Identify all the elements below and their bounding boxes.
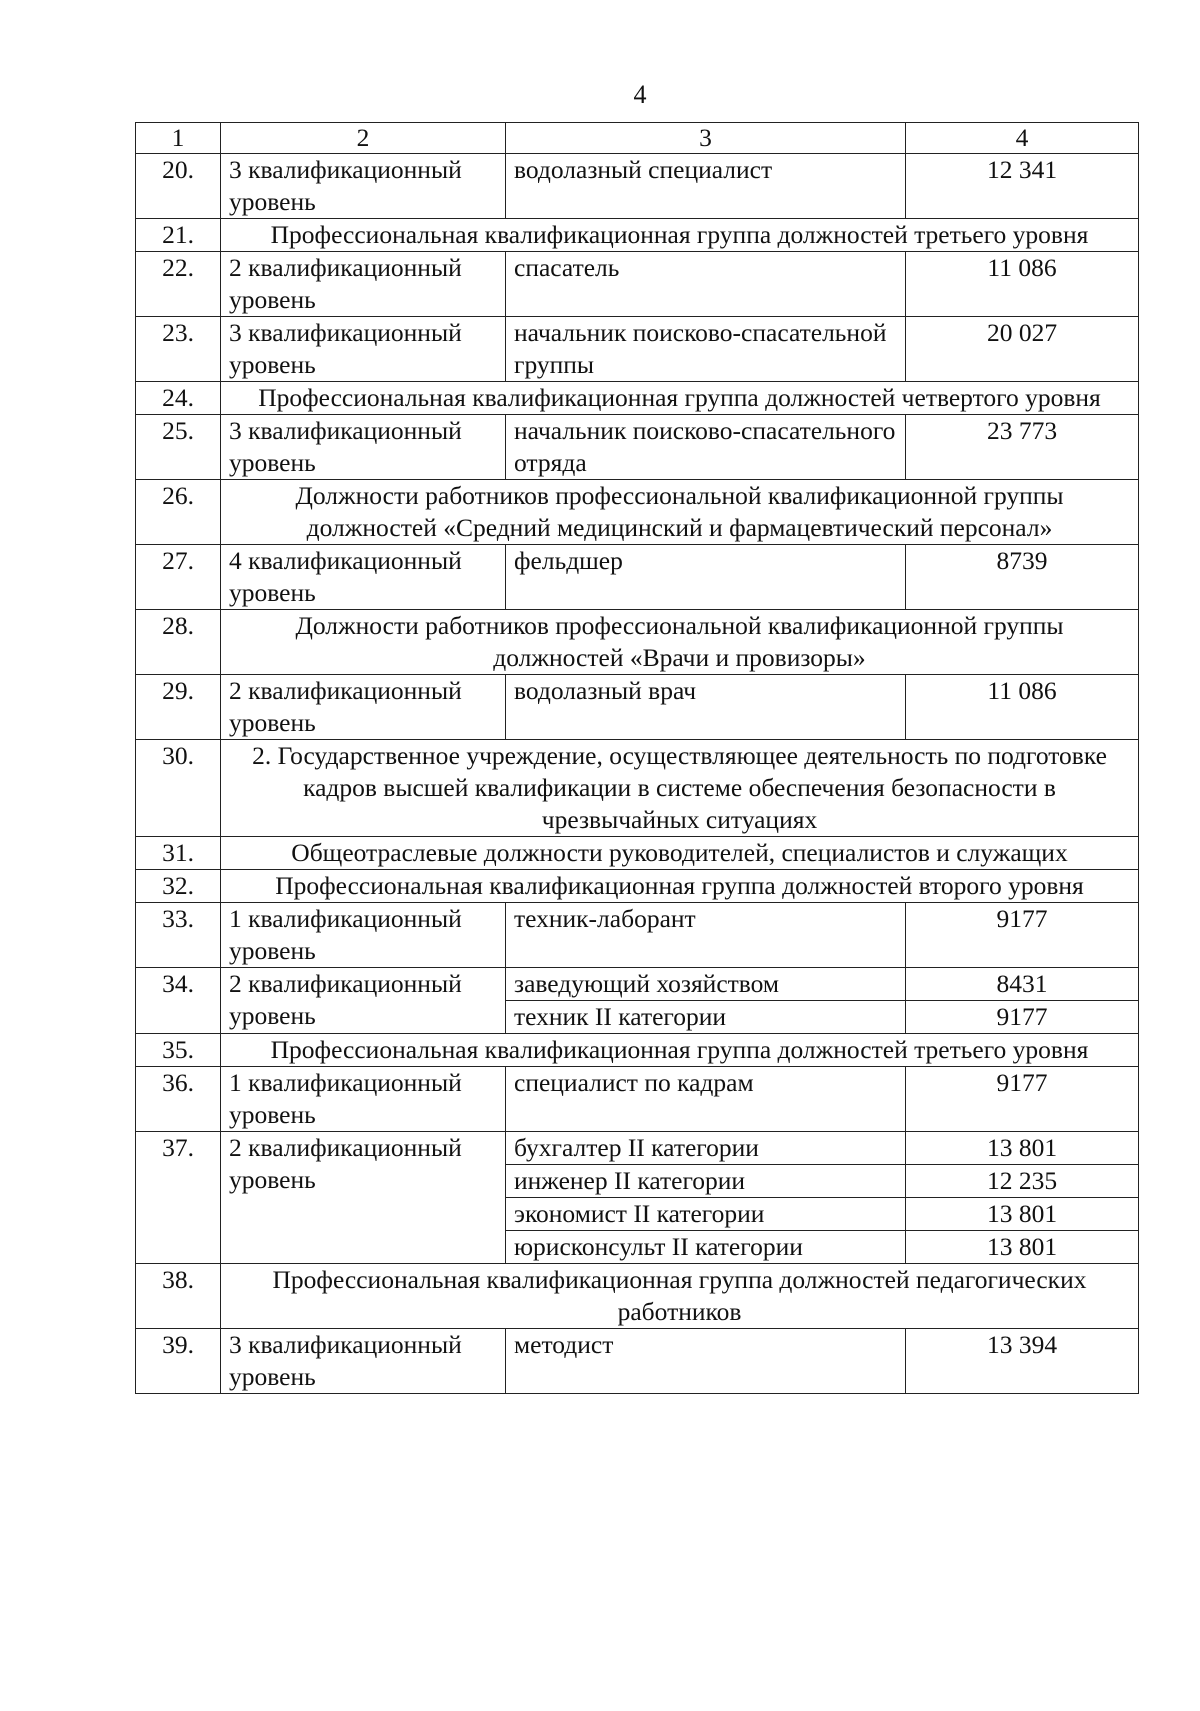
- qualification-level: 2 квалификационный уровень: [221, 675, 506, 740]
- group-heading-row: [136, 740, 1139, 837]
- group-heading-row: [136, 1264, 1139, 1329]
- table-row: [136, 1132, 1139, 1165]
- salary-value: 11 086: [906, 675, 1139, 740]
- row-number: 23.: [136, 317, 221, 382]
- row-number: 30.: [136, 740, 221, 837]
- group-heading: Должности работников профессиональной квалификационной группы должностей «Врачи и провизоры»: [221, 610, 1139, 675]
- row-number: 27.: [136, 545, 221, 610]
- salary-value: 23 773: [906, 415, 1139, 480]
- position-name: заведующий хозяйством: [506, 968, 906, 1001]
- salary-value: 13 801: [906, 1231, 1139, 1264]
- qualification-level: 3 квалификационный уровень: [221, 1329, 506, 1394]
- table-row: [136, 903, 1139, 968]
- salary-value: 13 801: [906, 1198, 1139, 1231]
- row-number: 32.: [136, 870, 221, 903]
- row-number: 28.: [136, 610, 221, 675]
- position-name: инженер II категории: [506, 1165, 906, 1198]
- row-number: 34.: [136, 968, 221, 1034]
- column-header: 1: [136, 123, 221, 154]
- position-name: начальник поисково-спасательного отряда: [506, 415, 906, 480]
- position-name: спасатель: [506, 252, 906, 317]
- qualification-level: 4 квалификационный уровень: [221, 545, 506, 610]
- row-number: 26.: [136, 480, 221, 545]
- row-number: 36.: [136, 1067, 221, 1132]
- qualification-level: 2 квалификационный уровень: [221, 252, 506, 317]
- page-number: 4: [633, 80, 647, 109]
- table-row: [136, 968, 1139, 1001]
- salary-value: 9177: [906, 903, 1139, 968]
- position-name: методист: [506, 1329, 906, 1394]
- group-heading: Общеотраслевые должности руководителей, специалистов и служащих: [221, 837, 1139, 870]
- group-heading: Профессиональная квалификационная группа должностей педагогических работников: [221, 1264, 1139, 1329]
- row-number: 22.: [136, 252, 221, 317]
- position-name: экономист II категории: [506, 1198, 906, 1231]
- row-number: 29.: [136, 675, 221, 740]
- position-name: специалист по кадрам: [506, 1067, 906, 1132]
- row-number: 33.: [136, 903, 221, 968]
- salary-value: 9177: [906, 1001, 1139, 1034]
- table-row: [136, 545, 1139, 610]
- qualification-level: 1 квалификационный уровень: [221, 1067, 506, 1132]
- group-heading: Профессиональная квалификационная группа должностей второго уровня: [221, 870, 1139, 903]
- table-row: [136, 317, 1139, 382]
- column-header: 4: [906, 123, 1139, 154]
- column-header: 3: [506, 123, 906, 154]
- salary-value: 13 394: [906, 1329, 1139, 1394]
- table-row: [136, 154, 1139, 219]
- group-heading: Профессиональная квалификационная группа должностей третьего уровня: [221, 1034, 1139, 1067]
- table-row: [136, 675, 1139, 740]
- group-heading-row: [136, 219, 1139, 252]
- position-name: начальник поисково-спасательной группы: [506, 317, 906, 382]
- group-heading-row: [136, 870, 1139, 903]
- column-header: 2: [221, 123, 506, 154]
- salary-value: 9177: [906, 1067, 1139, 1132]
- row-number: 21.: [136, 219, 221, 252]
- position-name: водолазный врач: [506, 675, 906, 740]
- position-name: техник II категории: [506, 1001, 906, 1034]
- qualification-level: 3 квалификационный уровень: [221, 415, 506, 480]
- salary-value: 11 086: [906, 252, 1139, 317]
- qualification-level: 2 квалификационный уровень: [221, 968, 506, 1034]
- group-heading-row: [136, 610, 1139, 675]
- row-number: 39.: [136, 1329, 221, 1394]
- row-number: 25.: [136, 415, 221, 480]
- qualification-level: 3 квалификационный уровень: [221, 317, 506, 382]
- qualification-level: 1 квалификационный уровень: [221, 903, 506, 968]
- salary-table: [135, 122, 1139, 1394]
- qualification-level: 2 квалификационный уровень: [221, 1132, 506, 1264]
- position-name: бухгалтер II категории: [506, 1132, 906, 1165]
- position-name: юрисконсульт II категории: [506, 1231, 906, 1264]
- row-number: 38.: [136, 1264, 221, 1329]
- group-heading-row: [136, 1034, 1139, 1067]
- salary-value: 8431: [906, 968, 1139, 1001]
- position-name: техник-лаборант: [506, 903, 906, 968]
- group-heading-row: [136, 480, 1139, 545]
- group-heading: Должности работников профессиональной квалификационной группы должностей «Средний медицинский и фармацевтический персонал»: [221, 480, 1139, 545]
- group-heading-row: [136, 382, 1139, 415]
- salary-value: 8739: [906, 545, 1139, 610]
- salary-value: 20 027: [906, 317, 1139, 382]
- position-name: фельдшер: [506, 545, 906, 610]
- salary-value: 12 235: [906, 1165, 1139, 1198]
- table-row: [136, 1067, 1139, 1132]
- qualification-level: 3 квалификационный уровень: [221, 154, 506, 219]
- salary-value: 13 801: [906, 1132, 1139, 1165]
- position-name: водолазный специалист: [506, 154, 906, 219]
- group-heading: Профессиональная квалификационная группа должностей третьего уровня: [221, 219, 1139, 252]
- table-header-row: [136, 123, 1139, 154]
- group-heading: Профессиональная квалификационная группа должностей четвертого уровня: [221, 382, 1139, 415]
- table-row: [136, 252, 1139, 317]
- salary-value: 12 341: [906, 154, 1139, 219]
- row-number: 20.: [136, 154, 221, 219]
- table-row: [136, 1329, 1139, 1394]
- row-number: 31.: [136, 837, 221, 870]
- row-number: 37.: [136, 1132, 221, 1264]
- institution-heading: 2. Государственное учреждение, осуществляющее деятельность по подготовке кадров высшей квалификации в системе обеспечения безопасности в чрезвычайных ситуациях: [221, 740, 1139, 837]
- row-number: 24.: [136, 382, 221, 415]
- table-row: [136, 415, 1139, 480]
- group-heading-row: [136, 837, 1139, 870]
- row-number: 35.: [136, 1034, 221, 1067]
